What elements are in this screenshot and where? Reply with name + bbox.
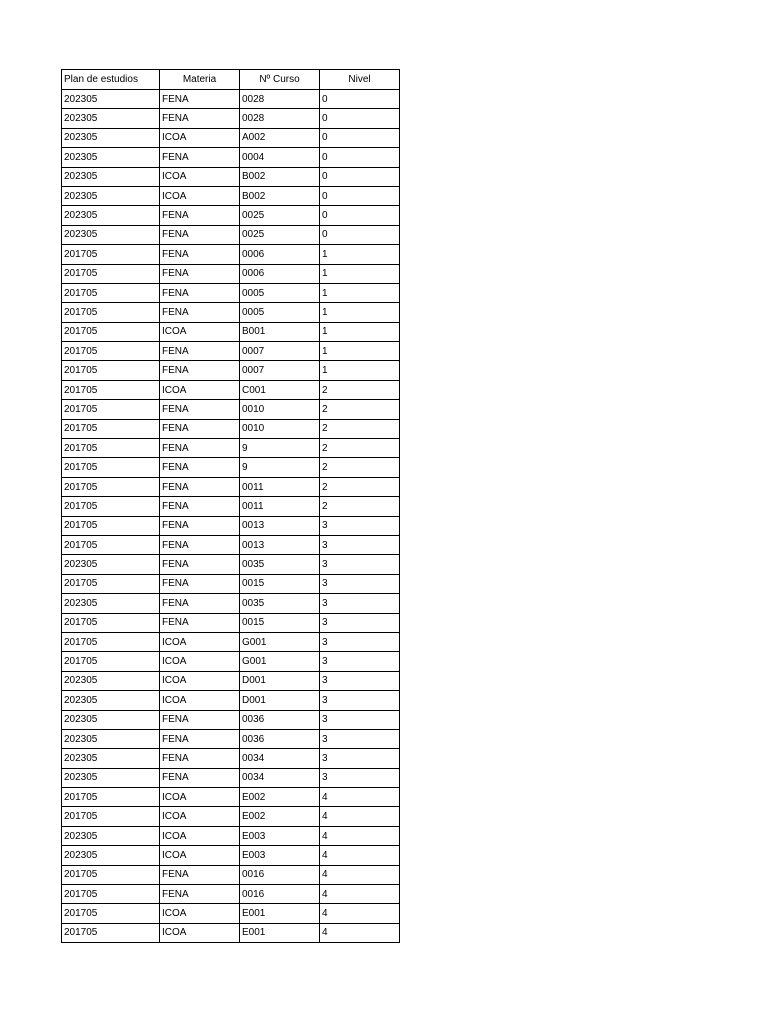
table-row [62, 283, 400, 302]
cell-materia: FENA [160, 613, 240, 632]
cell-nivel: 0 [320, 167, 400, 186]
table-row [62, 516, 400, 535]
header-materia: Materia [160, 70, 240, 90]
cell-curso: 0025 [240, 225, 320, 244]
cell-curso: 0004 [240, 148, 320, 167]
cell-materia: FENA [160, 206, 240, 225]
cell-materia: ICOA [160, 807, 240, 826]
cell-materia: FENA [160, 516, 240, 535]
cell-plan: 201705 [62, 400, 160, 419]
cell-materia: FENA [160, 729, 240, 748]
table-row [62, 865, 400, 884]
cell-nivel: 4 [320, 807, 400, 826]
table-row [62, 439, 400, 458]
cell-curso: 0013 [240, 516, 320, 535]
cell-materia: ICOA [160, 691, 240, 710]
cell-curso: D001 [240, 691, 320, 710]
cell-curso: A002 [240, 128, 320, 147]
table-row [62, 225, 400, 244]
cell-curso: 0006 [240, 245, 320, 264]
cell-plan: 201705 [62, 283, 160, 302]
cell-materia: ICOA [160, 846, 240, 865]
table-row [62, 826, 400, 845]
table-row [62, 458, 400, 477]
cell-materia: FENA [160, 768, 240, 787]
cell-plan: 202305 [62, 826, 160, 845]
cell-plan: 201705 [62, 419, 160, 438]
cell-materia: FENA [160, 283, 240, 302]
cell-plan: 201705 [62, 885, 160, 904]
table-header [62, 70, 400, 90]
cell-nivel: 2 [320, 380, 400, 399]
table-row [62, 342, 400, 361]
cell-nivel: 1 [320, 342, 400, 361]
cell-plan: 201705 [62, 497, 160, 516]
header-nivel: Nivel [320, 70, 400, 90]
cell-plan: 202305 [62, 109, 160, 128]
cell-plan: 201705 [62, 264, 160, 283]
cell-plan: 201705 [62, 807, 160, 826]
cell-plan: 201705 [62, 652, 160, 671]
cell-curso: 0028 [240, 109, 320, 128]
table-row [62, 574, 400, 593]
cell-materia: FENA [160, 419, 240, 438]
cell-nivel: 3 [320, 574, 400, 593]
cell-nivel: 1 [320, 283, 400, 302]
cell-nivel: 0 [320, 90, 400, 109]
table-row [62, 109, 400, 128]
cell-plan: 201705 [62, 342, 160, 361]
table-row [62, 671, 400, 690]
cell-nivel: 3 [320, 555, 400, 574]
cell-curso: 0011 [240, 477, 320, 496]
cell-materia: ICOA [160, 632, 240, 651]
cell-curso: 0035 [240, 555, 320, 574]
table-row [62, 128, 400, 147]
cell-nivel: 0 [320, 148, 400, 167]
cell-curso: E001 [240, 923, 320, 942]
table-row [62, 535, 400, 554]
cell-nivel: 2 [320, 477, 400, 496]
table-row [62, 206, 400, 225]
cell-materia: FENA [160, 574, 240, 593]
cell-nivel: 1 [320, 245, 400, 264]
cell-curso: 0007 [240, 361, 320, 380]
table-row [62, 477, 400, 496]
cell-nivel: 1 [320, 322, 400, 341]
cell-materia: ICOA [160, 788, 240, 807]
cell-nivel: 3 [320, 594, 400, 613]
cell-materia: FENA [160, 245, 240, 264]
cell-nivel: 3 [320, 691, 400, 710]
cell-nivel: 3 [320, 613, 400, 632]
cell-curso: 0005 [240, 303, 320, 322]
cell-plan: 202305 [62, 768, 160, 787]
table-row [62, 264, 400, 283]
course-table [61, 69, 400, 943]
table-row [62, 846, 400, 865]
cell-materia: FENA [160, 109, 240, 128]
cell-materia: FENA [160, 303, 240, 322]
table-row [62, 400, 400, 419]
cell-materia: FENA [160, 497, 240, 516]
cell-materia: FENA [160, 148, 240, 167]
cell-plan: 202305 [62, 128, 160, 147]
table-row [62, 923, 400, 942]
cell-curso: D001 [240, 671, 320, 690]
cell-materia: FENA [160, 594, 240, 613]
cell-plan: 202305 [62, 186, 160, 205]
cell-curso: E002 [240, 788, 320, 807]
cell-nivel: 3 [320, 516, 400, 535]
cell-nivel: 0 [320, 186, 400, 205]
cell-plan: 202305 [62, 90, 160, 109]
cell-curso: 0035 [240, 594, 320, 613]
table-row [62, 303, 400, 322]
cell-materia: ICOA [160, 671, 240, 690]
cell-nivel: 0 [320, 206, 400, 225]
cell-plan: 201705 [62, 380, 160, 399]
cell-curso: 0034 [240, 749, 320, 768]
cell-curso: B001 [240, 322, 320, 341]
table-row [62, 904, 400, 923]
cell-curso: 9 [240, 458, 320, 477]
table-row [62, 613, 400, 632]
cell-plan: 201705 [62, 632, 160, 651]
header-plan: Plan de estudios [62, 70, 160, 90]
cell-materia: FENA [160, 264, 240, 283]
cell-materia: FENA [160, 361, 240, 380]
cell-materia: FENA [160, 225, 240, 244]
cell-curso: 0016 [240, 865, 320, 884]
cell-plan: 201705 [62, 439, 160, 458]
cell-plan: 202305 [62, 555, 160, 574]
cell-curso: E001 [240, 904, 320, 923]
cell-nivel: 2 [320, 458, 400, 477]
table-row [62, 245, 400, 264]
cell-curso: G001 [240, 652, 320, 671]
cell-plan: 202305 [62, 148, 160, 167]
table-row [62, 322, 400, 341]
table-row [62, 148, 400, 167]
cell-curso: 0015 [240, 574, 320, 593]
table-row [62, 729, 400, 748]
table-row [62, 885, 400, 904]
cell-materia: FENA [160, 749, 240, 768]
cell-plan: 202305 [62, 167, 160, 186]
cell-materia: FENA [160, 710, 240, 729]
cell-curso: B002 [240, 186, 320, 205]
cell-curso: 0015 [240, 613, 320, 632]
table-row [62, 186, 400, 205]
table-row [62, 419, 400, 438]
cell-nivel: 4 [320, 788, 400, 807]
cell-materia: ICOA [160, 167, 240, 186]
cell-plan: 202305 [62, 594, 160, 613]
cell-curso: B002 [240, 167, 320, 186]
cell-plan: 202305 [62, 729, 160, 748]
table-body [62, 90, 400, 943]
cell-nivel: 3 [320, 632, 400, 651]
cell-plan: 201705 [62, 322, 160, 341]
cell-nivel: 3 [320, 749, 400, 768]
table-row [62, 380, 400, 399]
cell-materia: ICOA [160, 128, 240, 147]
cell-curso: 0005 [240, 283, 320, 302]
cell-materia: ICOA [160, 826, 240, 845]
cell-plan: 201705 [62, 245, 160, 264]
cell-plan: 201705 [62, 904, 160, 923]
table-row [62, 167, 400, 186]
header-row [62, 70, 400, 90]
cell-materia: FENA [160, 885, 240, 904]
cell-curso: 0010 [240, 419, 320, 438]
cell-plan: 202305 [62, 671, 160, 690]
cell-nivel: 0 [320, 109, 400, 128]
cell-nivel: 2 [320, 439, 400, 458]
table-row [62, 361, 400, 380]
cell-curso: 0011 [240, 497, 320, 516]
cell-curso: 0034 [240, 768, 320, 787]
cell-plan: 201705 [62, 574, 160, 593]
cell-materia: FENA [160, 458, 240, 477]
cell-plan: 202305 [62, 691, 160, 710]
cell-nivel: 1 [320, 264, 400, 283]
cell-nivel: 1 [320, 361, 400, 380]
cell-materia: FENA [160, 865, 240, 884]
cell-nivel: 4 [320, 885, 400, 904]
cell-materia: FENA [160, 555, 240, 574]
cell-materia: FENA [160, 400, 240, 419]
cell-nivel: 3 [320, 768, 400, 787]
cell-materia: FENA [160, 90, 240, 109]
table-row [62, 749, 400, 768]
cell-plan: 201705 [62, 613, 160, 632]
cell-materia: FENA [160, 535, 240, 554]
cell-curso: 0028 [240, 90, 320, 109]
cell-plan: 201705 [62, 788, 160, 807]
cell-nivel: 2 [320, 497, 400, 516]
cell-curso: 0010 [240, 400, 320, 419]
cell-materia: FENA [160, 439, 240, 458]
table-row [62, 632, 400, 651]
table-row [62, 691, 400, 710]
cell-curso: 0007 [240, 342, 320, 361]
table-row [62, 555, 400, 574]
cell-plan: 201705 [62, 477, 160, 496]
cell-plan: 201705 [62, 516, 160, 535]
cell-plan: 201705 [62, 458, 160, 477]
cell-nivel: 3 [320, 710, 400, 729]
cell-nivel: 4 [320, 846, 400, 865]
cell-plan: 202305 [62, 846, 160, 865]
cell-curso: C001 [240, 380, 320, 399]
cell-plan: 202305 [62, 206, 160, 225]
cell-materia: ICOA [160, 322, 240, 341]
cell-nivel: 3 [320, 535, 400, 554]
cell-nivel: 3 [320, 652, 400, 671]
cell-plan: 202305 [62, 225, 160, 244]
table-row [62, 807, 400, 826]
table-row [62, 768, 400, 787]
cell-curso: 0013 [240, 535, 320, 554]
cell-plan: 201705 [62, 303, 160, 322]
cell-nivel: 0 [320, 128, 400, 147]
cell-materia: FENA [160, 342, 240, 361]
table-row [62, 652, 400, 671]
cell-materia: FENA [160, 477, 240, 496]
cell-materia: ICOA [160, 652, 240, 671]
table-row [62, 90, 400, 109]
cell-curso: 0036 [240, 710, 320, 729]
cell-curso: 0025 [240, 206, 320, 225]
cell-nivel: 3 [320, 729, 400, 748]
cell-nivel: 0 [320, 225, 400, 244]
cell-materia: ICOA [160, 186, 240, 205]
cell-curso: 0016 [240, 885, 320, 904]
table-row [62, 710, 400, 729]
header-curso: Nº Curso [240, 70, 320, 90]
cell-materia: ICOA [160, 923, 240, 942]
cell-nivel: 2 [320, 400, 400, 419]
cell-nivel: 1 [320, 303, 400, 322]
cell-materia: ICOA [160, 904, 240, 923]
cell-materia: ICOA [160, 380, 240, 399]
cell-nivel: 4 [320, 826, 400, 845]
cell-curso: E002 [240, 807, 320, 826]
cell-plan: 201705 [62, 923, 160, 942]
table-row [62, 594, 400, 613]
cell-nivel: 4 [320, 865, 400, 884]
cell-plan: 201705 [62, 361, 160, 380]
cell-plan: 202305 [62, 710, 160, 729]
cell-curso: E003 [240, 826, 320, 845]
cell-plan: 201705 [62, 865, 160, 884]
table-row [62, 788, 400, 807]
cell-nivel: 3 [320, 671, 400, 690]
table-row [62, 497, 400, 516]
cell-curso: 0006 [240, 264, 320, 283]
cell-nivel: 4 [320, 904, 400, 923]
cell-curso: 0036 [240, 729, 320, 748]
cell-plan: 201705 [62, 535, 160, 554]
cell-nivel: 2 [320, 419, 400, 438]
cell-curso: E003 [240, 846, 320, 865]
cell-curso: G001 [240, 632, 320, 651]
cell-curso: 9 [240, 439, 320, 458]
cell-plan: 202305 [62, 749, 160, 768]
cell-nivel: 4 [320, 923, 400, 942]
